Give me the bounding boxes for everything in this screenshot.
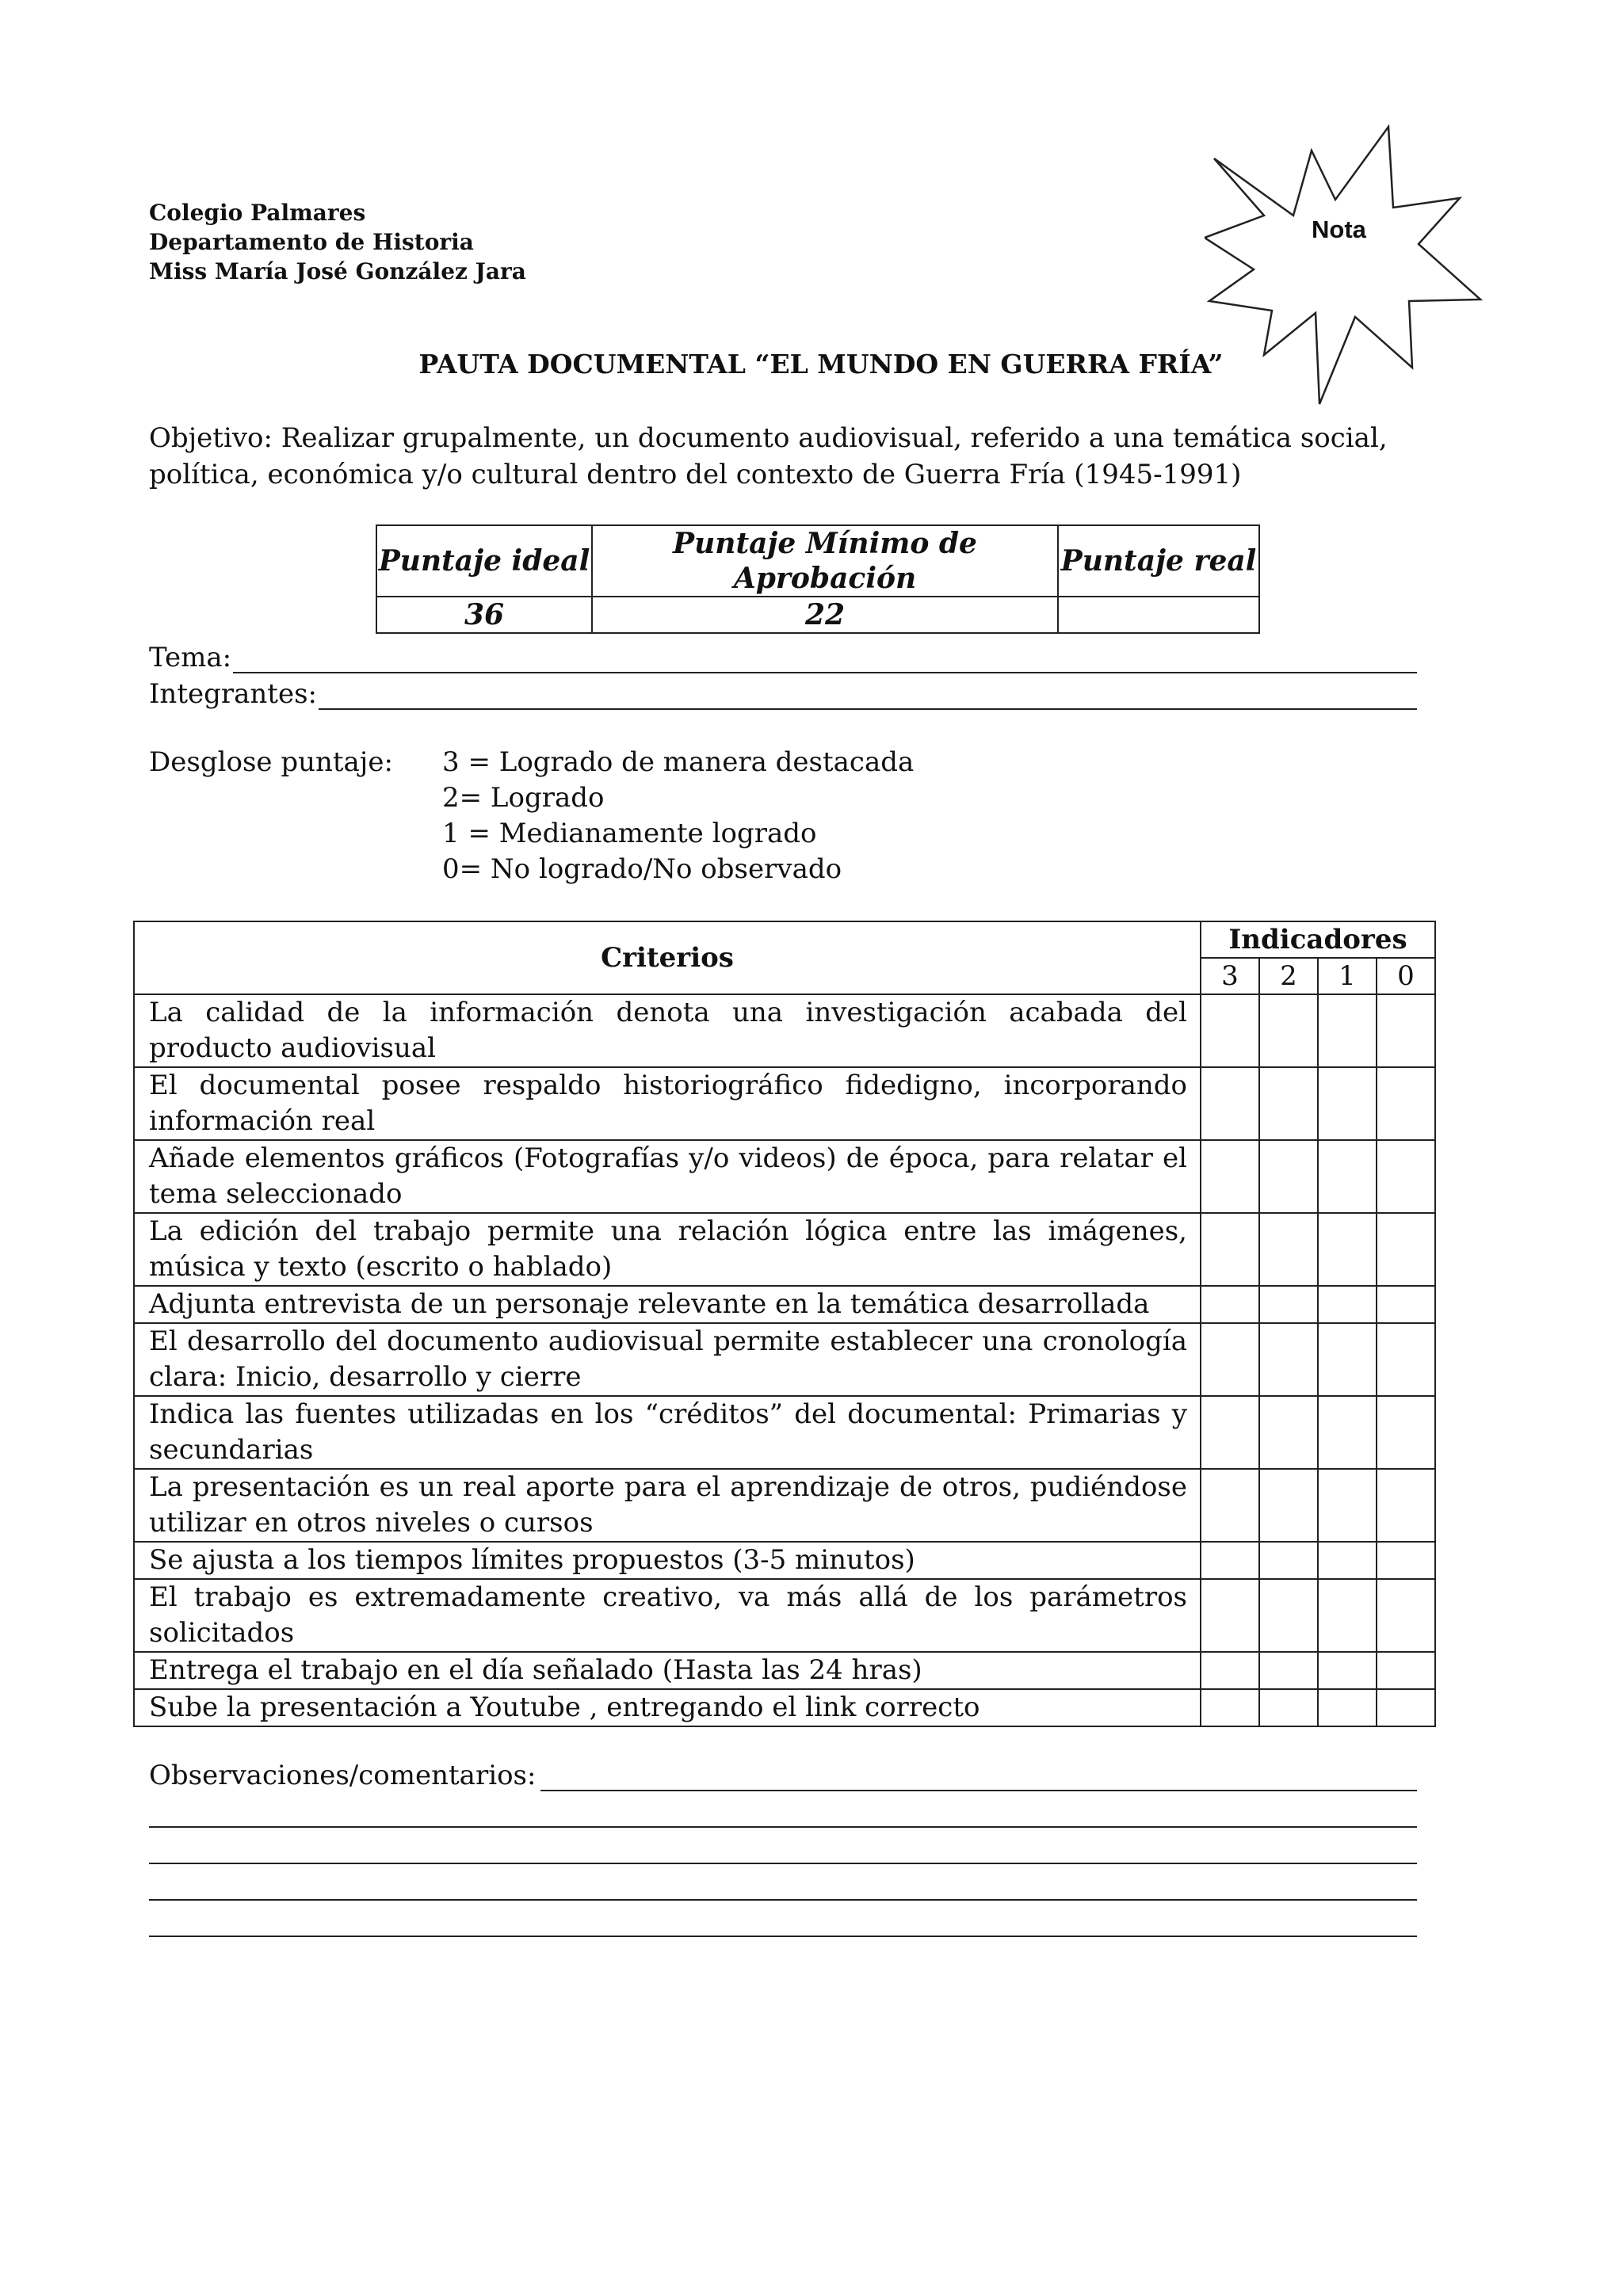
score-cell-0[interactable] [1377,1396,1435,1469]
score-cell-3[interactable] [1201,1213,1259,1286]
score-cell-3[interactable] [1201,994,1259,1067]
criteria-row [134,994,1435,1067]
level-header: 2 [1259,958,1318,994]
criterion-text: Indica las fuentes utilizadas en los “créditos” del documental: Primarias y secundarias [134,1396,1201,1469]
score-cell-0[interactable] [1377,1323,1435,1396]
score-cell-1[interactable] [1318,1579,1377,1652]
score-cell-3[interactable] [1201,1323,1259,1396]
school-name: Colegio Palmares [149,200,366,226]
score-cell-1[interactable] [1318,1213,1377,1286]
department-name: Departamento de Historia [149,229,474,255]
score-header-minimum: Puntaje Mínimo de Aprobación [592,525,1058,597]
criterion-text: Sube la presentación a Youtube , entregando el link correcto [134,1689,1201,1726]
score-cell-0[interactable] [1377,1067,1435,1140]
criteria-row [134,1652,1435,1689]
score-value-row [376,597,1259,633]
criteria-header-row [134,921,1435,958]
level-header: 0 [1377,958,1435,994]
criterion-text: El trabajo es extremadamente creativo, va más allá de los parámetros solicitados [134,1579,1201,1652]
score-cell-2[interactable] [1259,1579,1318,1652]
breakdown-items [442,745,914,887]
criteria-row [134,1689,1435,1726]
breakdown-item: 1 = Medianamente logrado [442,818,817,849]
score-cell-1[interactable] [1318,1323,1377,1396]
observations-field[interactable] [149,1755,1417,1791]
criteria-row [134,1396,1435,1469]
criterion-text: Se ajusta a los tiempos límites propuestos (3-5 minutos) [134,1542,1201,1579]
criterion-text: El documental posee respaldo historiográfico fidedigno, incorporando información real [134,1067,1201,1140]
observations-line[interactable] [149,1864,1417,1901]
score-cell-3[interactable] [1201,1396,1259,1469]
criteria-rows [134,994,1435,1726]
score-cell-3[interactable] [1201,1652,1259,1689]
score-value-ideal: 36 [376,597,592,633]
topic-field[interactable] [149,637,1417,673]
criteria-row [134,1542,1435,1579]
score-cell-3[interactable] [1201,1067,1259,1140]
score-cell-3[interactable] [1201,1689,1259,1726]
score-cell-0[interactable] [1377,1213,1435,1286]
score-cell-2[interactable] [1259,1396,1318,1469]
breakdown-item: 3 = Logrado de manera destacada [442,746,915,778]
criteria-row [134,1323,1435,1396]
observations-line[interactable] [149,1791,1417,1828]
score-cell-0[interactable] [1377,1579,1435,1652]
teacher-name: Miss María José González Jara [149,258,526,284]
score-cell-1[interactable] [1318,1140,1377,1213]
indicators-header: Indicadores [1201,921,1435,958]
observations-section [149,1755,1417,1937]
criterion-text: Entrega el trabajo en el día señalado (Hasta las 24 hras) [134,1652,1201,1689]
score-cell-3[interactable] [1201,1140,1259,1213]
topic-line[interactable] [233,643,1417,673]
criteria-row [134,1067,1435,1140]
score-cell-2[interactable] [1259,1140,1318,1213]
criteria-row [134,1213,1435,1286]
score-header-ideal: Puntaje ideal [376,525,592,597]
score-cell-2[interactable] [1259,1323,1318,1396]
objective-text: Objetivo: Realizar grupalmente, un documento audiovisual, referido a una temática social, política, económica y/o cultural dentro del contexto de Guerra Fría (1945-1991) [149,422,1388,490]
criterion-text: El desarrollo del documento audiovisual permite establecer una cronología clara: Inicio, desarrollo y cierre [134,1323,1201,1396]
score-cell-1[interactable] [1318,1067,1377,1140]
score-cell-2[interactable] [1259,1542,1318,1579]
score-cell-3[interactable] [1201,1542,1259,1579]
criterion-text: La calidad de la información denota una investigación acabada del producto audiovisual [134,994,1201,1067]
members-field[interactable] [149,673,1417,710]
breakdown-label: Desglose puntaje: [149,746,393,778]
criterion-text: La edición del trabajo permite una relación lógica entre las imágenes, música y texto (escrito o hablado) [134,1213,1201,1286]
score-cell-2[interactable] [1259,1652,1318,1689]
observations-line[interactable] [149,1828,1417,1864]
members-line[interactable] [319,680,1417,710]
grade-label: Nota [1312,215,1366,243]
score-cell-0[interactable] [1377,1689,1435,1726]
score-cell-1[interactable] [1318,1542,1377,1579]
score-cell-1[interactable] [1318,1469,1377,1542]
document-header [149,198,526,286]
score-cell-2[interactable] [1259,1469,1318,1542]
members-label: Integrantes: [149,678,317,710]
observations-line[interactable] [149,1901,1417,1937]
score-cell-1[interactable] [1318,994,1377,1067]
criteria-row [134,1286,1435,1323]
criteria-row [134,1469,1435,1542]
score-value-minimum: 22 [592,597,1058,633]
criterion-text: Añade elementos gráficos (Fotografías y/o videos) de época, para relatar el tema seleccionado [134,1140,1201,1213]
score-cell-0[interactable] [1377,1469,1435,1542]
observations-line[interactable] [540,1761,1417,1791]
level-header: 1 [1318,958,1377,994]
score-table [376,524,1260,634]
criterion-text: La presentación es un real aporte para el aprendizaje de otros, pudiéndose utilizar en otros niveles o cursos [134,1469,1201,1542]
score-cell-2[interactable] [1259,1213,1318,1286]
breakdown-item: 2= Logrado [442,782,605,814]
score-cell-0[interactable] [1377,1652,1435,1689]
level-header: 3 [1201,958,1259,994]
score-cell-1[interactable] [1318,1286,1377,1323]
score-header-row [376,525,1259,597]
score-cell-2[interactable] [1259,1286,1318,1323]
score-cell-1[interactable] [1318,1396,1377,1469]
score-cell-2[interactable] [1259,994,1318,1067]
criteria-table [133,921,1436,1727]
score-cell-3[interactable] [1201,1579,1259,1652]
score-cell-0[interactable] [1377,1140,1435,1213]
topic-label: Tema: [149,642,232,673]
criteria-header: Criterios [134,921,1201,994]
score-value-real[interactable] [1058,597,1259,633]
score-cell-2[interactable] [1259,1067,1318,1140]
score-cell-0[interactable] [1377,1542,1435,1579]
breakdown-item: 0= No logrado/No observado [442,853,842,885]
score-cell-3[interactable] [1201,1286,1259,1323]
criteria-row [134,1140,1435,1213]
score-header-real: Puntaje real [1058,525,1259,597]
score-cell-0[interactable] [1377,1286,1435,1323]
score-cell-0[interactable] [1377,994,1435,1067]
criteria-row [134,1579,1435,1652]
criterion-text: Adjunta entrevista de un personaje relevante en la temática desarrollada [134,1286,1201,1323]
observations-label: Observaciones/comentarios: [149,1760,537,1791]
document-title: PAUTA DOCUMENTAL “EL MUNDO EN GUERRA FRÍA” [418,349,1224,379]
score-cell-3[interactable] [1201,1469,1259,1542]
score-cell-1[interactable] [1318,1652,1377,1689]
score-cell-1[interactable] [1318,1689,1377,1726]
score-cell-2[interactable] [1259,1689,1318,1726]
